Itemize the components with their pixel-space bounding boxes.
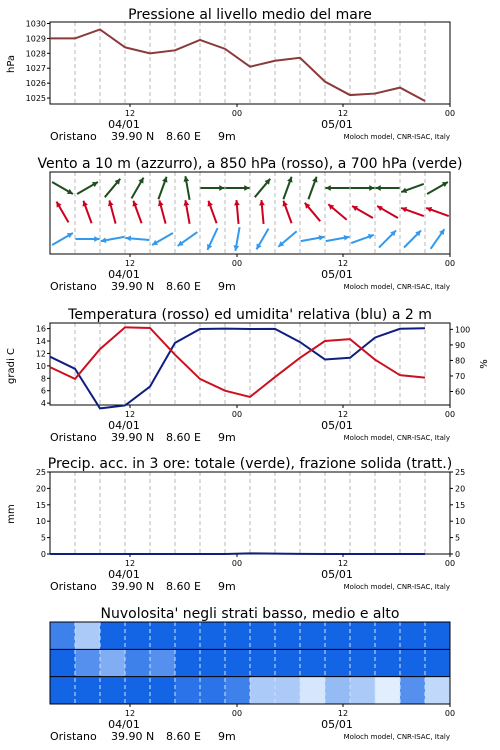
precip-location-name: Oristano (50, 580, 97, 593)
cloud-cell (50, 677, 76, 704)
cloud-cell (175, 649, 201, 676)
precip-y-tick-label: 5 (40, 533, 46, 543)
wind-time-tick-label: 00 (231, 259, 243, 268)
cloud-cell (75, 649, 101, 676)
pressure-y-tick-label: 1027 (25, 64, 46, 74)
cloud-cell (350, 622, 376, 649)
cloud-cell (400, 622, 426, 649)
temperature-time-tick-label: 12 (337, 410, 349, 419)
cloud-time-tick-label: 00 (444, 709, 456, 718)
wind-time-tick-label: 12 (124, 259, 136, 268)
cloud-cell (225, 649, 251, 676)
temperature-y-tick-label: 14 (35, 337, 46, 347)
precip-location-lat: 39.90 N (111, 580, 155, 593)
cloud-cell (200, 677, 226, 704)
pressure-ylabel: hPa (6, 54, 17, 74)
temperature-location-alt: 9m (218, 431, 236, 444)
cloud-cell (275, 649, 301, 676)
precip-location-lon: 8.60 E (166, 580, 201, 593)
cloud-cell (400, 677, 426, 704)
pressure-line (50, 29, 425, 101)
precip-y-tick-label: 10 (35, 517, 46, 527)
cloud-credit: Moloch model, CNR-ISAC, Italy (343, 733, 450, 741)
cloud-date-label: 05/01 (321, 718, 353, 731)
cloud-cell (150, 649, 176, 676)
wind-location-alt: 9m (218, 280, 236, 293)
pressure-y-tick-label: 1025 (25, 94, 46, 104)
cloud-cell (275, 677, 301, 704)
wind-time-tick-label: 00 (444, 259, 456, 268)
wind-barb-850-head (234, 200, 240, 205)
cloud-cell (300, 622, 326, 649)
cloud-time-tick-label: 12 (124, 709, 136, 718)
cloud-cell (300, 649, 326, 676)
cloud-cell (175, 677, 201, 704)
precip-y-tick-label-right: 0 (455, 550, 461, 559)
cloud-cell (325, 677, 351, 704)
cloud-cell (375, 622, 401, 649)
cloud-cell (225, 677, 251, 704)
cloud-cell (425, 677, 451, 704)
cloud-title: Nuvolosita' negli strati basso, medio e alto (100, 606, 400, 622)
humidity-y-tick-label: 100 (455, 325, 471, 335)
temperature-location-lon: 8.60 E (166, 431, 201, 444)
cloud-location-lat: 39.90 N (111, 730, 155, 743)
pressure-location-name: Oristano (50, 130, 97, 143)
cloud-cell (125, 622, 151, 649)
temperature-y-tick-label: 16 (35, 324, 46, 334)
temperature-time-tick-label: 00 (444, 410, 456, 419)
cloud-cell (100, 677, 126, 704)
wind-title: Vento a 10 m (azzurro), a 850 hPa (rosso), a 700 hPa (verde) (37, 156, 463, 172)
precip-y-tick-label-right: 10 (455, 517, 466, 527)
humidity-line (50, 328, 425, 408)
temperature-date-label: 05/01 (321, 419, 353, 432)
cloud-cell (200, 649, 226, 676)
temperature-y-tick-label: 6 (40, 386, 46, 396)
cloud-cell (200, 622, 226, 649)
wind-barb-700-head (326, 185, 331, 191)
cloud-time-tick-label: 12 (337, 709, 349, 718)
cloud-cell (150, 677, 176, 704)
temperature-credit: Moloch model, CNR-ISAC, Italy (343, 434, 450, 442)
cloud-location-name: Oristano (50, 730, 97, 743)
cloud-cell (325, 622, 351, 649)
wind-barb-700-head (219, 185, 224, 191)
humidity-y-tick-label: 70 (455, 371, 466, 381)
temperature-ylabel-right: % (479, 359, 490, 369)
pressure-location-alt: 9m (218, 130, 236, 143)
wind-credit: Moloch model, CNR-ISAC, Italy (343, 283, 450, 291)
temperature-ylabel-left: gradi C (6, 348, 17, 384)
precip-y-tick-label: 20 (35, 484, 46, 494)
pressure-y-tick-label: 1028 (25, 49, 46, 59)
pressure-y-tick-label: 1030 (25, 19, 46, 29)
cloud-cell (100, 622, 126, 649)
pressure-time-tick-label: 00 (444, 109, 456, 118)
pressure-credit: Moloch model, CNR-ISAC, Italy (343, 133, 450, 141)
cloud-cell (75, 622, 101, 649)
temperature-time-tick-label: 00 (231, 410, 243, 419)
temperature-date-label: 04/01 (108, 419, 140, 432)
precip-date-label: 05/01 (321, 568, 353, 581)
cloud-cell (125, 649, 151, 676)
cloud-date-label: 04/01 (108, 718, 140, 731)
precip-frame (50, 472, 450, 554)
cloud-cell (375, 677, 401, 704)
precip-y-tick-label: 15 (35, 500, 46, 510)
wind-location-name: Oristano (50, 280, 97, 293)
cloud-cell (300, 677, 326, 704)
wind-barb-700-head (244, 185, 249, 191)
cloud-cell (50, 622, 76, 649)
cloud-cell (175, 622, 201, 649)
temperature-time-tick-label: 12 (124, 410, 136, 419)
cloud-cell (250, 649, 276, 676)
precip-line (50, 553, 425, 554)
wind-barb-700-head (376, 185, 381, 191)
precip-y-tick-label-right: 5 (455, 533, 461, 543)
cloud-location-alt: 9m (218, 730, 236, 743)
cloud-cell (400, 649, 426, 676)
pressure-frame (50, 22, 450, 104)
pressure-time-tick-label: 12 (124, 109, 136, 118)
wind-location-lon: 8.60 E (166, 280, 201, 293)
cloud-cell (350, 649, 376, 676)
temperature-location-name: Oristano (50, 431, 97, 444)
precip-ylabel: mm (6, 504, 17, 524)
wind-barb-700-head (369, 185, 374, 191)
pressure-time-tick-label: 12 (337, 109, 349, 118)
precip-time-tick-label: 00 (444, 559, 456, 568)
cloud-location-lon: 8.60 E (166, 730, 201, 743)
cloud-time-tick-label: 00 (231, 709, 243, 718)
precip-time-tick-label: 12 (337, 559, 349, 568)
cloud-cell (325, 649, 351, 676)
pressure-y-tick-label: 1029 (25, 34, 46, 44)
precip-y-tick-label: 25 (35, 468, 46, 477)
pressure-date-label: 04/01 (108, 118, 140, 131)
temperature-y-tick-label: 4 (40, 399, 46, 409)
precip-y-tick-label-right: 25 (455, 468, 466, 477)
pressure-location-lat: 39.90 N (111, 130, 155, 143)
temperature-y-tick-label: 12 (35, 349, 46, 359)
cloud-cell (375, 649, 401, 676)
precip-credit: Moloch model, CNR-ISAC, Italy (343, 583, 450, 591)
wind-time-tick-label: 12 (337, 259, 349, 268)
wind-date-label: 04/01 (108, 268, 140, 281)
temperature-title: Temperatura (rosso) ed umidita' relativa (blu) a 2 m (68, 307, 432, 323)
wind-date-label: 05/01 (321, 268, 353, 281)
temperature-y-tick-label: 10 (35, 361, 46, 371)
pressure-title: Pressione al livello medio del mare (128, 7, 372, 23)
precip-y-tick-label: 0 (40, 550, 46, 559)
cloud-cell (250, 677, 276, 704)
pressure-location-lon: 8.60 E (166, 130, 201, 143)
cloud-cell (125, 677, 151, 704)
temperature-line (50, 327, 425, 397)
temperature-y-tick-label: 8 (40, 374, 46, 384)
precip-date-label: 04/01 (108, 568, 140, 581)
precip-y-tick-label-right: 20 (455, 484, 466, 494)
cloud-cell (225, 622, 251, 649)
precip-y-tick-label-right: 15 (455, 500, 466, 510)
wind-barb-850-head (259, 200, 265, 205)
cloud-cell (350, 677, 376, 704)
temperature-location-lat: 39.90 N (111, 431, 155, 444)
cloud-cell (75, 677, 101, 704)
cloud-cell (425, 622, 451, 649)
wind-arrow-10m-head (94, 236, 99, 242)
humidity-y-tick-label: 80 (455, 356, 466, 366)
wind-location-lat: 39.90 N (111, 280, 155, 293)
pressure-date-label: 05/01 (321, 118, 353, 131)
precip-time-tick-label: 12 (124, 559, 136, 568)
cloud-cell (275, 622, 301, 649)
cloud-cell (50, 649, 76, 676)
humidity-y-tick-label: 90 (455, 340, 466, 350)
cloud-cell (150, 622, 176, 649)
cloud-cell (100, 649, 126, 676)
humidity-y-tick-label: 60 (455, 387, 466, 397)
precip-title: Precip. acc. in 3 ore: totale (verde), frazione solida (tratt.) (47, 456, 453, 472)
precip-location-alt: 9m (218, 580, 236, 593)
temperature-frame (50, 323, 450, 405)
cloud-cell (425, 649, 451, 676)
pressure-y-tick-label: 1026 (25, 79, 46, 89)
wind-arrow-10m-head (126, 236, 131, 242)
cloud-cell (250, 622, 276, 649)
precip-time-tick-label: 00 (231, 559, 243, 568)
pressure-time-tick-label: 00 (231, 109, 243, 118)
